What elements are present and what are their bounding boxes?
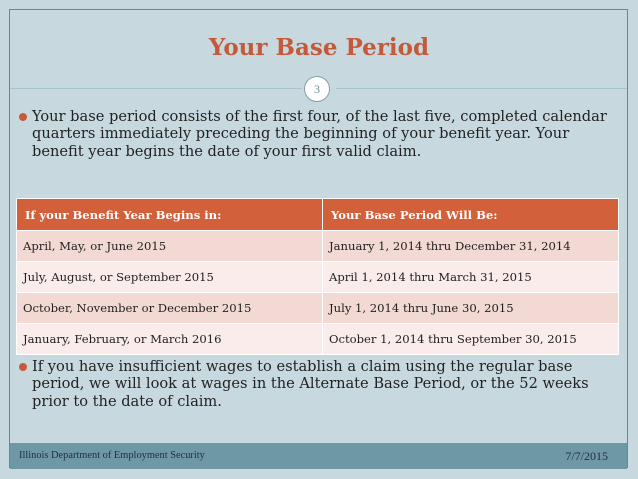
table-cell: April 1, 2014 thru March 31, 2015: [323, 262, 619, 293]
bullet-item: [32, 108, 612, 160]
divider-right: [336, 88, 627, 89]
table-row: [17, 324, 619, 355]
table-header-row: [17, 199, 619, 231]
bullet-dot-icon: [19, 363, 27, 371]
bullet-text: If you have insufficient wages to establish a claim using the regular base period, we will look at wages in the Alternate Base Period, or the 52 weeks prior to the date of claim.: [32, 358, 589, 410]
bullet-dot-icon: [19, 113, 27, 121]
table-cell: July, August, or September 2015: [17, 262, 323, 293]
table-cell: January, February, or March 2016: [17, 324, 323, 355]
column-header: Your Base Period Will Be:: [323, 199, 619, 231]
column-header: If your Benefit Year Begins in:: [17, 199, 323, 231]
divider-left: [10, 88, 302, 89]
table-cell: January 1, 2014 thru December 31, 2014: [323, 231, 619, 262]
base-period-table: [16, 198, 619, 355]
bullet-text: Your base period consists of the first four, of the last five, completed calendar quarters immediately preceding the beginning of your benefit year. Your benefit year begins the date of your first valid claim.: [32, 108, 607, 160]
table-row: [17, 231, 619, 262]
footer-date: 7/7/2015: [565, 449, 608, 463]
table-cell: October 1, 2014 thru September 30, 2015: [323, 324, 619, 355]
bullet-item: [32, 358, 612, 410]
table-cell: April, May, or June 2015: [17, 231, 323, 262]
table-row: [17, 262, 619, 293]
table-cell: July 1, 2014 thru June 30, 2015: [323, 293, 619, 324]
page-number-badge: 3: [304, 76, 330, 102]
table-cell: October, November or December 2015: [17, 293, 323, 324]
table-row: [17, 293, 619, 324]
slide-title: Your Base Period: [208, 34, 430, 61]
footer-organization: Illinois Department of Employment Security: [19, 450, 205, 461]
